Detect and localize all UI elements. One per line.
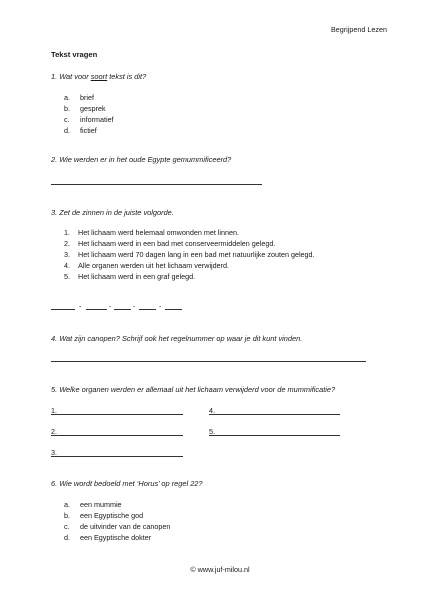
option-marker: a. — [64, 500, 70, 509]
option-text: gesprek — [80, 104, 106, 113]
option-marker: b. — [64, 104, 70, 113]
sentence-marker: 1. — [64, 228, 70, 237]
option-marker: b. — [64, 511, 70, 520]
organ-blank-number: 2. — [51, 427, 57, 436]
sentence-item — [64, 271, 315, 282]
sentence-text: Het lichaam werd in een graf gelegd. — [78, 272, 196, 281]
sentence-marker: 5. — [64, 272, 70, 281]
sentence-item — [64, 238, 315, 249]
option-text: een Egyptische god — [80, 511, 144, 520]
order-blank[interactable] — [114, 309, 131, 310]
sentence-marker: 4. — [64, 261, 70, 270]
option-marker: c. — [64, 522, 70, 531]
sentence-marker: 3. — [64, 250, 70, 259]
option-text: een mummie — [80, 500, 122, 509]
question-3: 3. Zet de zinnen in de juiste volgorde. — [51, 208, 174, 217]
order-separator: - — [79, 302, 82, 311]
organ-blank-number: 3. — [51, 448, 57, 457]
order-separator: - — [133, 302, 136, 311]
option-text: informatief — [80, 115, 114, 124]
option-text: fictief — [80, 126, 97, 135]
option-marker: d. — [64, 533, 70, 542]
organ-answer-line[interactable] — [51, 414, 183, 415]
option-marker: c. — [64, 115, 70, 124]
question-1 — [51, 72, 146, 81]
footer-copyright: © www.juf-milou.nl — [190, 565, 250, 574]
option-item — [64, 103, 114, 114]
order-blank[interactable] — [165, 309, 182, 310]
organ-blank-number: 5. — [209, 427, 215, 436]
sentence-item — [64, 260, 315, 271]
sentence-text: Het lichaam werd 70 dagen lang in een bad met natuurlijke zouten gelegd. — [78, 250, 315, 259]
sentence-text: Alle organen werden uit het lichaam verwijderd. — [78, 261, 230, 270]
order-blank[interactable] — [86, 309, 107, 310]
option-marker: d. — [64, 126, 70, 135]
order-separator: - — [109, 302, 112, 311]
option-item — [64, 114, 114, 125]
option-item — [64, 92, 114, 103]
page-title: Tekst vragen — [51, 50, 98, 59]
option-item — [64, 499, 170, 510]
sentence-item — [64, 227, 315, 238]
option-text: brief — [80, 93, 94, 102]
question-3-sentences — [64, 227, 315, 282]
option-text: een Egyptische dokter — [80, 533, 152, 542]
question-2: 2. Wie werden er in het oude Egypte gemummificeerd? — [51, 155, 232, 164]
organ-answer-line[interactable] — [51, 435, 183, 436]
organ-answer-line[interactable] — [209, 414, 340, 415]
question-4: 4. Wat zijn canopen? Schrijf ook het regelnummer op waar je dit kunt vinden. — [51, 334, 303, 343]
organ-answer-line[interactable] — [51, 456, 183, 457]
option-item — [64, 532, 170, 543]
sentence-item — [64, 249, 315, 260]
option-marker: a. — [64, 93, 70, 102]
question-5: 5. Welke organen werden er allemaal uit het lichaam verwijderd voor de mummificatie? — [51, 385, 336, 394]
sentence-text: Het lichaam werd helemaal omwonden met linnen. — [78, 228, 240, 237]
question-6-options — [64, 499, 170, 543]
organ-answer-line[interactable] — [209, 435, 340, 436]
sentence-text: Het lichaam werd in een bad met conserveermiddelen gelegd. — [78, 239, 276, 248]
sentence-marker: 2. — [64, 239, 70, 248]
organ-blank-number: 1. — [51, 406, 57, 415]
question-1-text-underlined: soort — [90, 72, 108, 81]
order-blank[interactable] — [139, 309, 156, 310]
option-item — [64, 125, 114, 136]
answer-line-q2[interactable] — [51, 184, 262, 185]
option-item — [64, 521, 170, 532]
option-item — [64, 510, 170, 521]
question-1-text-pre: 1. Wat voor — [51, 72, 91, 81]
organ-blank-number: 4. — [209, 406, 215, 415]
answer-line-q4[interactable] — [51, 361, 366, 362]
header-label: Begrijpend Lezen — [331, 25, 387, 34]
order-separator: - — [159, 302, 162, 311]
question-6: 6. Wie wordt bedoeld met ‘Horus’ op regel 22? — [51, 479, 203, 488]
question-1-text-post: tekst is dit? — [107, 72, 147, 81]
order-blank[interactable] — [51, 309, 75, 310]
question-1-options — [64, 92, 114, 136]
option-text: de uitvinder van de canopen — [80, 522, 171, 531]
